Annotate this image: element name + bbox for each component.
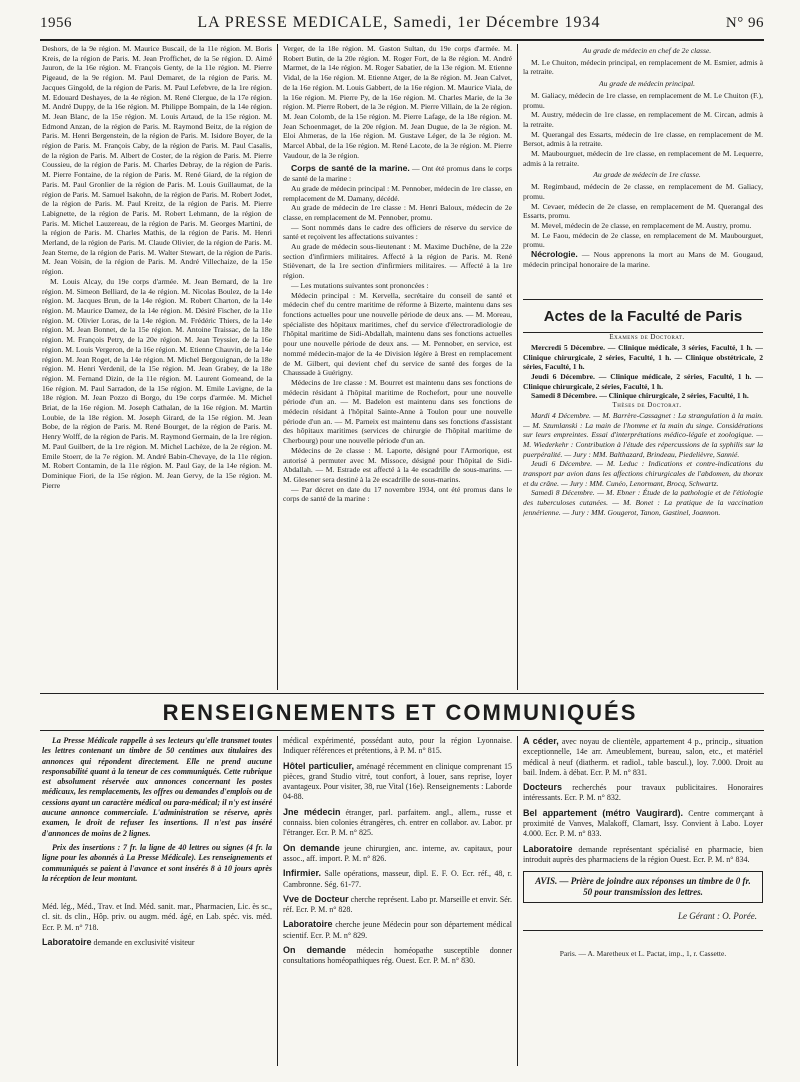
ad-text: aménagé récemment en clinique comprenant 15 pièces, grand Studio vitré, tout confort, à louer, sans reprise, loyer avantageux. Pour visiter, 38, rue Vital (16e). Renseignements : Laborde 04-88.	[283, 761, 512, 802]
ad-heading: Bel appartement (métro Vaugirard).	[523, 807, 684, 818]
thesis-entry: Samedi 8 Décembre. — M. Ebner : Étude de la pathologie et de l'étiologie des tuberculoses cutanées. — M. Bonet : La pratique de la vaccination jennérienne. — Jury : MM. Gougerot, Tanon, Gastinel, Joannon.	[523, 488, 763, 517]
pricing-notice: Prix des insertions : 7 fr. la ligne de 40 lettres ou signes (4 fr. la ligne pour les abonnés à La Presse Médicale). Les renseignements et communiqués se paient à l'avance et sont insérés 8 à 10 jours après la réception de leur montant.	[42, 842, 272, 883]
paragraph: — Par décret en date du 17 novembre 1934, ont été promus dans le corps de santé de la marine :	[283, 484, 512, 504]
ad-text: Centre commerçant à proximité de Vanves, Malakoff, Clamart, Issy. Convient à Labo. Loyer 4.000. Ecr. P. M. n° 833.	[523, 808, 763, 839]
paragraph: Au grade de médecin de 1re classe : M. Henri Baloux, médecin de 2e classe, en remplacement de M. Pennober, promu.	[283, 203, 512, 222]
ad-text: jeune chirurgien, anc. interne, av. capitaux, pour assoc., aff. import. P. M. n° 826.	[283, 843, 512, 863]
thesis-entry: Mardi 4 Décembre. — M. Barrère-Cassagnet : La strangulation à la main. — M. Szumlanski : La main de l'homme et la main du singe. Considérations sur leurs empreintes. Essai d'interprétations médico-légale et zoologique. — M. Wiederkehr : Contribution à l'étude des répercussions de la syphilis sur la puerpéralité. — Jury : MM. Balthazard, Brindeau, Piedelièvre, Sannié.	[523, 410, 763, 459]
ad-heading: Docteurs	[523, 782, 563, 793]
paragraph: Médecins de 1re classe : M. Bourret est maintenu dans ses fonctions de médecin résidant à l'hôpital maritime de Rochefort, pour une nouvelle période d'un an. — M. Badelon est maintenu dans ses fonctions de médecin résidant à l'hôpital Sainte-Anne à Toulon pour une nouvelle période d'un an. — M. Parneix est maintenu dans ses fonctions d'assistant des hôpitaux maritimes (services de chirurgie de l'hôpital maritime de Cherbourg) pour une nouvelle période d'un an.	[283, 377, 512, 446]
paragraph: — Les mutations suivantes sont prononcées :	[291, 280, 429, 290]
paragraph: Deshors, de la 9e région. M. Maurice Buscail, de la 11e région. M. Boris Kreis, de la région de Paris. M. Jean Proffichet, de la 5e région. D. Aimé Jauron, de la 16e région. M. François Genty, de la 11e région. M. Pierre Pigeaud, de la 9e région. M. Paul Demaret, de la région de Paris. M. Jacques Gingold, de la région de Paris. M. Paul Lefebvre, de la 1re région. M. Edouard Deshayes, de la 4e région. M. René Clergue, de la 17e région. M. André Duppy, de la 16e région. M. Philippe Bompain, de la 14e région. M. Jean Blanc, de la 15e région. M. Louis Artaud, de la 15e région. M. Edmond Anzan, de la région de Paris. M. Raymond Beitz, de la région de Paris. M. Henri Bergenstein, de la région de Paris. M. Isidore Boyer, de la région de Paris. M. François Caby, de la région de Paris. M. Paul Casalis, de la région de Paris. M. Albert de Coster, de la région de Paris. M. Pierre Coussieu, de la région de Paris. M. Charles Debray, de la région de Paris. M. Pierre Fontaine, de la région de Paris. M. René Giard, de la région de Paris. M. Paul Gronlier de la région de Paris. M. Louis Guillaumat, de la région de Paris. M. Samuel Isakohn, de la région de Paris. M. Robert Jodet, de la région de Paris. M. Paul Kreitz, de la région de Paris. M. Pierre Labignette, de la région de Paris. M. Robert Lehmann, de la région de Paris. M. Michel Lauzereau, de la région de Paris. M. Georges Martini, de la région de Paris. M. Charles Mathis, de la région de Paris. M. Henri Merland, de la région de Paris. M. Claude Olivier, de la région de Paris. M. Jean Sterne, de la région de Paris. M. Walter Stewart, de la région de Paris. M. Jean Voisin, de la région de Paris. M. André Villechaize, de la 15e région.	[42, 44, 272, 277]
page-header	[40, 14, 764, 36]
paragraph: Médecin principal : M. Kervella, secrétaire du conseil de santé et médecin chef du centre maritime de réforme à Bizerte, maintenu dans ses fonctions actuelles pour une nouvelle période de deux ans. — M. Moreau, spécialiste des hôpitaux maritimes, chef du service d'électroradiologie de l'hôpital maritime de Sidi-Abdallah, maintenu dans ses fonctions actuelles pour une nouvelle période de deux ans. — M. Pennober, en service, est nommé médecin-major de la 4e Division légère à Brest en remplacement de M. Gilbert, qui devient chef du service de santé des forges de la Chaussade à Guérigny.	[283, 290, 512, 378]
ad-heading: Jne médecin	[283, 806, 341, 817]
classified-ad	[283, 843, 512, 865]
exams-title: Examens de Doctorat.	[609, 333, 685, 342]
paragraph: M. Regimbaud, médecin de 2e classe, en remplacement de M. Galiacy, promu.	[523, 182, 763, 201]
paragraph: M. Le Faou, médecin de 2e classe, en remplacement de M. Maubourguet, promu.	[523, 230, 763, 250]
exam-entry: Samedi 8 Décembre. — Clinique chirurgicale, 2 séries, Faculté, 1 h.	[531, 391, 749, 401]
necrology-paragraph	[523, 250, 763, 269]
classified-ad	[283, 807, 512, 839]
banner-rule	[40, 730, 764, 731]
exam-entry: Mercredi 5 Décembre. — Clinique médicale, 3 séries, Faculté, 1 h. — Clinique chirurgicale, 2 séries, Faculté, 1 h. — Clinique obstétricale, 2 séries, Faculté, 1 h.	[523, 342, 763, 372]
ad-heading: A céder,	[523, 736, 559, 746]
necrology-title: Nécrologie.	[531, 249, 578, 260]
section-divider	[40, 693, 764, 694]
grade-heading: Au grade de médecin principal.	[599, 79, 695, 89]
classified-ad: Méd. lég., Méd., Trav. et Ind. Méd. sanit. mar., Pharmacien, Lic. ès sc., cl. sit. ds clin., Hôp. priv. ou augm. méd. ágé, en Lab. spéc. vis. méd. Ecr. P. M. n° 718.	[42, 902, 272, 932]
ad-text: demande en exclusivité visiteur	[93, 938, 195, 948]
column-divider	[517, 736, 518, 1066]
ad-text: cherche jeune Médecin pour son département médical scientif. Ecr. P. M. n° 829.	[283, 920, 512, 940]
classified-ad: médical expérimenté, possédant auto, pour la région Lyonnaise. Indiquer références et prétentions, à P. M. n° 815.	[283, 736, 512, 756]
column-divider	[517, 44, 518, 690]
ad-text: demande représentant spécialisé en pharmacie, bien introduit auprès des pharmaciens de la région Ouest. Ecr. P. M. n° 834.	[523, 844, 763, 864]
ad-heading: On demande	[283, 842, 340, 853]
ad-heading: Laboratoire	[523, 843, 573, 854]
ad-text: recherchés pour travaux publicitaires. Honoraires intéressants. Ecr. P. M. n° 832.	[523, 783, 763, 803]
classified-ad	[283, 761, 512, 803]
classifieds-column-2	[283, 736, 512, 1066]
paragraph: M. Cevaer, médecin de 2e classe, en remplacement de M. Querangal des Essarts, promu.	[523, 201, 763, 221]
classified-ad	[42, 937, 272, 948]
page-left-number: 1956	[40, 15, 72, 31]
classified-ad	[523, 782, 763, 804]
column-3	[523, 44, 763, 690]
ad-heading: Laboratoire	[42, 937, 92, 948]
paragraph: M. Galiacy, médecin de 1re classe, en remplacement de M. Le Chuiton (F.), promu.	[523, 90, 763, 110]
grade-heading: Au grade de médecin de 1re classe.	[593, 170, 701, 180]
ad-heading: On demande	[283, 945, 347, 956]
classified-ad	[523, 844, 763, 866]
section-banner: RENSEIGNEMENTS ET COMMUNIQUÉS	[162, 700, 638, 725]
theses-title: Thèses de Doctorat.	[612, 401, 682, 410]
editorial-notice: La Presse Médicale rappelle à ses lecteurs qu'elle transmet toutes les lettres contenant un timbre de 50 centimes aux titulaires des annonces qui répondent directement. Elle ne prend aucune responsabilité quant à la teneur de ces communiqués. Cette rubrique est absolument réservée aux annonces concernant les postes médicaux, les remplacements, les offres ou demandes d'emplois ou de cessions ayant un caractère médical ou para-médical; il n'y est inséré aucune annonce commerciale. L'administration se réserve, après examen, le droit de refuser les insertions. Il n'est pas inséré d'annonces de moins de 2 lignes.	[42, 736, 272, 838]
ad-text: Salle opérations, masseur, dipl. E. F. O. Ecr. réf., 48, r. Cambronne. Ség. 61-77.	[283, 869, 512, 889]
paragraph: M. Louis Alcay, du 19e corps d'armée. M. Jean Bernard, de la 1re région. M. Simeon Belliard, de la 4e région. M. Nicolas Boulez, de la 14e région. M. Jacques Brun, de la 14e région. M. Robert Charton, de la 14e région. M. Maurice Damez, de la 14e région. M. Désiré Fischer, de la 11e région. M. Olivier Loras, de la 14e région. M. Frédéric Thiers, de la 14e région. M. Jean Bonnet, de la 15e région. M. Antoine Traissac, de la 18e région. M. François Petry, de la 20e région. M. Jean Teyssier, de la 16e région. M. Louis Vergeron, de la 16e région. M. Etienne Chauvin, de la 14e région. M. Jean Roget, de la 14e région. M. Michel Bergouignan, de la 18e région. M. Henri Verdenil, de la 15e région. M. Jean Grabey, de la 18e région. M. Fernand Dizin, de la 11e région. M. Laurent Gomeand, de la 16e région. M. Paul Sarradon, de la 15e région. M. Emile Lavigne, de la 18e région. M. Jean Pozzo di Borgo, du 19e corps d'armée. M. Michel Briat, de la 16e région. M. Joseph Cathalan, de la 16e région. M. Martin Loubie, de la 18e région. M. Joseph Girard, de la 15e région. M. Jean Bobe, de la région de Paris. M. René Bourget, de la région de Paris. M. Henry Wolff, de la région de Paris. M. Raymond Germain, de la 1re région. M. Paul Guilbert, de la 1re région. M. Michel Lachèze, de la 2e région. M. Emile Stoerr, de la 7e région. M. André Babin-Chevaye, de la 11e région. M. Robert Contamin, de la 11e région. M. Paul Gay, de la 14e région. M. Dominique Fiori, de la 15e région. M. Jean Gervy, de la 15e région. M. Pierre	[42, 276, 272, 490]
printer-rule	[523, 930, 763, 931]
header-rule	[40, 39, 764, 41]
section-lead: — Ont été promus dans le corps de santé de la marine :	[283, 164, 512, 184]
avis-box: AVIS. — Prière de joindre aux réponses un timbre de 0 fr. 50 pour transmission des lettres.	[523, 871, 763, 903]
paragraph: Au grade de médecin sous-lieutenant : M. Maxime Duchêne, de la 22e section d'infirmiers militaires. Affecté à la région de Paris. M. René Stièvenart, de la 1re section d'infirmiers militaires. — Affecté à la 1re région.	[283, 242, 512, 281]
classifieds-column-1	[42, 736, 272, 1066]
ad-heading: Laboratoire	[283, 919, 333, 930]
journal-title: LA PRESSE MEDICALE, Samedi, 1er Décembre 1934	[197, 14, 601, 31]
ad-heading: Infirmier.	[283, 868, 322, 879]
paragraph: Au grade de médecin principal : M. Pennober, médecin de 1re classe, en remplacement de M. Damany, décédé.	[283, 183, 512, 203]
printer-line: Paris. — A. Maretheux et L. Pactat, imp., 1, r. Cassette.	[559, 948, 727, 958]
paragraph: M. Austry, médecin de 1re classe, en remplacement de M. Circan, admis à la retraite.	[523, 110, 763, 129]
paragraph: M. Mevel, médecin de 2e classe, en remplacement de M. Austry, promu.	[531, 220, 752, 230]
classifieds-column-3	[523, 736, 763, 1066]
thesis-entry: Jeudi 6 Décembre. — M. Leduc : Indications et contre-indications du transport par avion dans les affections chirurgicales de l'abdomen, du thorax et du crâne. — Jury : MM. Cunéo, Lenormant, Brocq, Schwartz.	[523, 459, 763, 488]
paragraph: M. Maubourguet, médecin de 1re classe, en remplacement de M. Lequerre, admis à la retraite.	[523, 149, 763, 168]
ad-text: cherche représent. Labo pr. Marseille et envir. Sér. réf. Ecr. P. M. n° 828.	[283, 894, 512, 915]
faculty-box	[523, 299, 763, 333]
grade-heading: Au grade de médecin en chef de 2e classe.	[582, 46, 712, 55]
column-divider	[277, 736, 278, 1066]
ad-text: étranger, parl. parfaitem. angl., allem., russe et connaiss. bien colonies étrangères, ch. entrer en collabor. av. Labor. pr l'étranger. Ecr. P. M. n° 825.	[283, 807, 512, 838]
classified-ad	[283, 894, 512, 916]
column-divider	[277, 44, 278, 690]
paragraph: — Sont nommés dans le cadre des officiers de réserve du service de santé et reçoivent les affectations suivantes :	[283, 222, 512, 242]
classified-ad	[523, 808, 763, 840]
column-1	[42, 44, 272, 690]
exam-entry: Jeudi 6 Décembre. — Clinique médicale, 2 séries, Faculté, 1 h. — Clinique chirurgicale, 2 séries, Faculté, 1 h.	[523, 371, 763, 391]
ad-heading: Vve de Docteur	[283, 893, 349, 904]
page-number: N° 96	[725, 15, 764, 31]
section-paragraph	[283, 164, 512, 183]
ad-heading: Hôtel particulier,	[283, 760, 355, 771]
section-title: Corps de santé de la marine.	[291, 163, 410, 174]
classified-ad	[523, 736, 763, 778]
classified-ad	[283, 868, 512, 890]
classified-ad	[283, 919, 512, 941]
paragraph: M. Le Chuiton, médecin principal, en remplacement de M. Esmier, admis à la retraite.	[523, 57, 763, 77]
paragraph: Verger, de la 18e région. M. Gaston Sultan, du 19e corps d'armée. M. Robert Butin, de la 20e région. M. Roger Fort, de la 8e région. M. André Marmet, de la 14e région. M. Roger Sabatier, de la 13e région. M. Etienne Vidal, de la 16e région. M. Etienne Atger, de la 8e région. M. Jean Calvet, de la 16e région. M. Louis Gabbert, de la 16e région. M. Maurice Viala, de la 16e région. M. Pierre Py, de la 16e région. M. Charles Marie, de la 3e région. M. Pierre Robert, de la 3e région. M. Pierre Villain, de la 2e région. M. Jean Colomb, de la 15e région. M. Pierre Lafage, de la 18e région. M. Jean Schoenmaget, de la 20e région. M. Jean Dugue, de la 3e région. M. Eloi Ahmeras, de la 16e région. M. Gustave Léger, de la 3e région. M. Marcel Abbal, de la 16e région. M. René Lacote, de la 3e région. M. Pierre Vaudour, de la 3e région.	[283, 44, 512, 160]
gerant-line: Le Gérant : O. Porée.	[678, 911, 757, 922]
paragraph: M. Querangal des Essarts, médecin de 1re classe, en remplacement de M. Bersot, admis à la retraite.	[523, 129, 763, 149]
column-2	[283, 44, 512, 690]
ad-text: avec noyau de clientèle, appartement 4 p., princip., situation exceptionnelle, 14e arr. Ameublement, bureau, salon, etc., et matériel médical à neuf (diatherm. et radiol., table bascul.), loy. 7.000. Droit au bail. Indem. à débat. Ecr. P. M. n° 831.	[523, 737, 763, 777]
necrology-text: — Nous apprenons la mort au Mans de M. Gougaud, médecin principal honoraire de la marine.	[523, 250, 763, 269]
paragraph: Médecins de 2e classe : M. Laporte, désigné pour l'Armorique, est autorisé à permuter avec M. Missoce, désigné pour l'hôpital de Sidi-Abdallah. — M. Estrade est affecté à la 4e escadrille de sous-marins. — M. Glesener sera destiné à la 2e escadrille de sous-marins.	[283, 445, 512, 484]
faculty-title: Actes de la Faculté de Paris	[543, 308, 743, 326]
classified-ad	[283, 945, 512, 967]
ad-text: médecin homéopathe susceptible donner consultations homéopathiques rég. Ouest. Ecr. P. M. n° 830.	[283, 946, 512, 966]
